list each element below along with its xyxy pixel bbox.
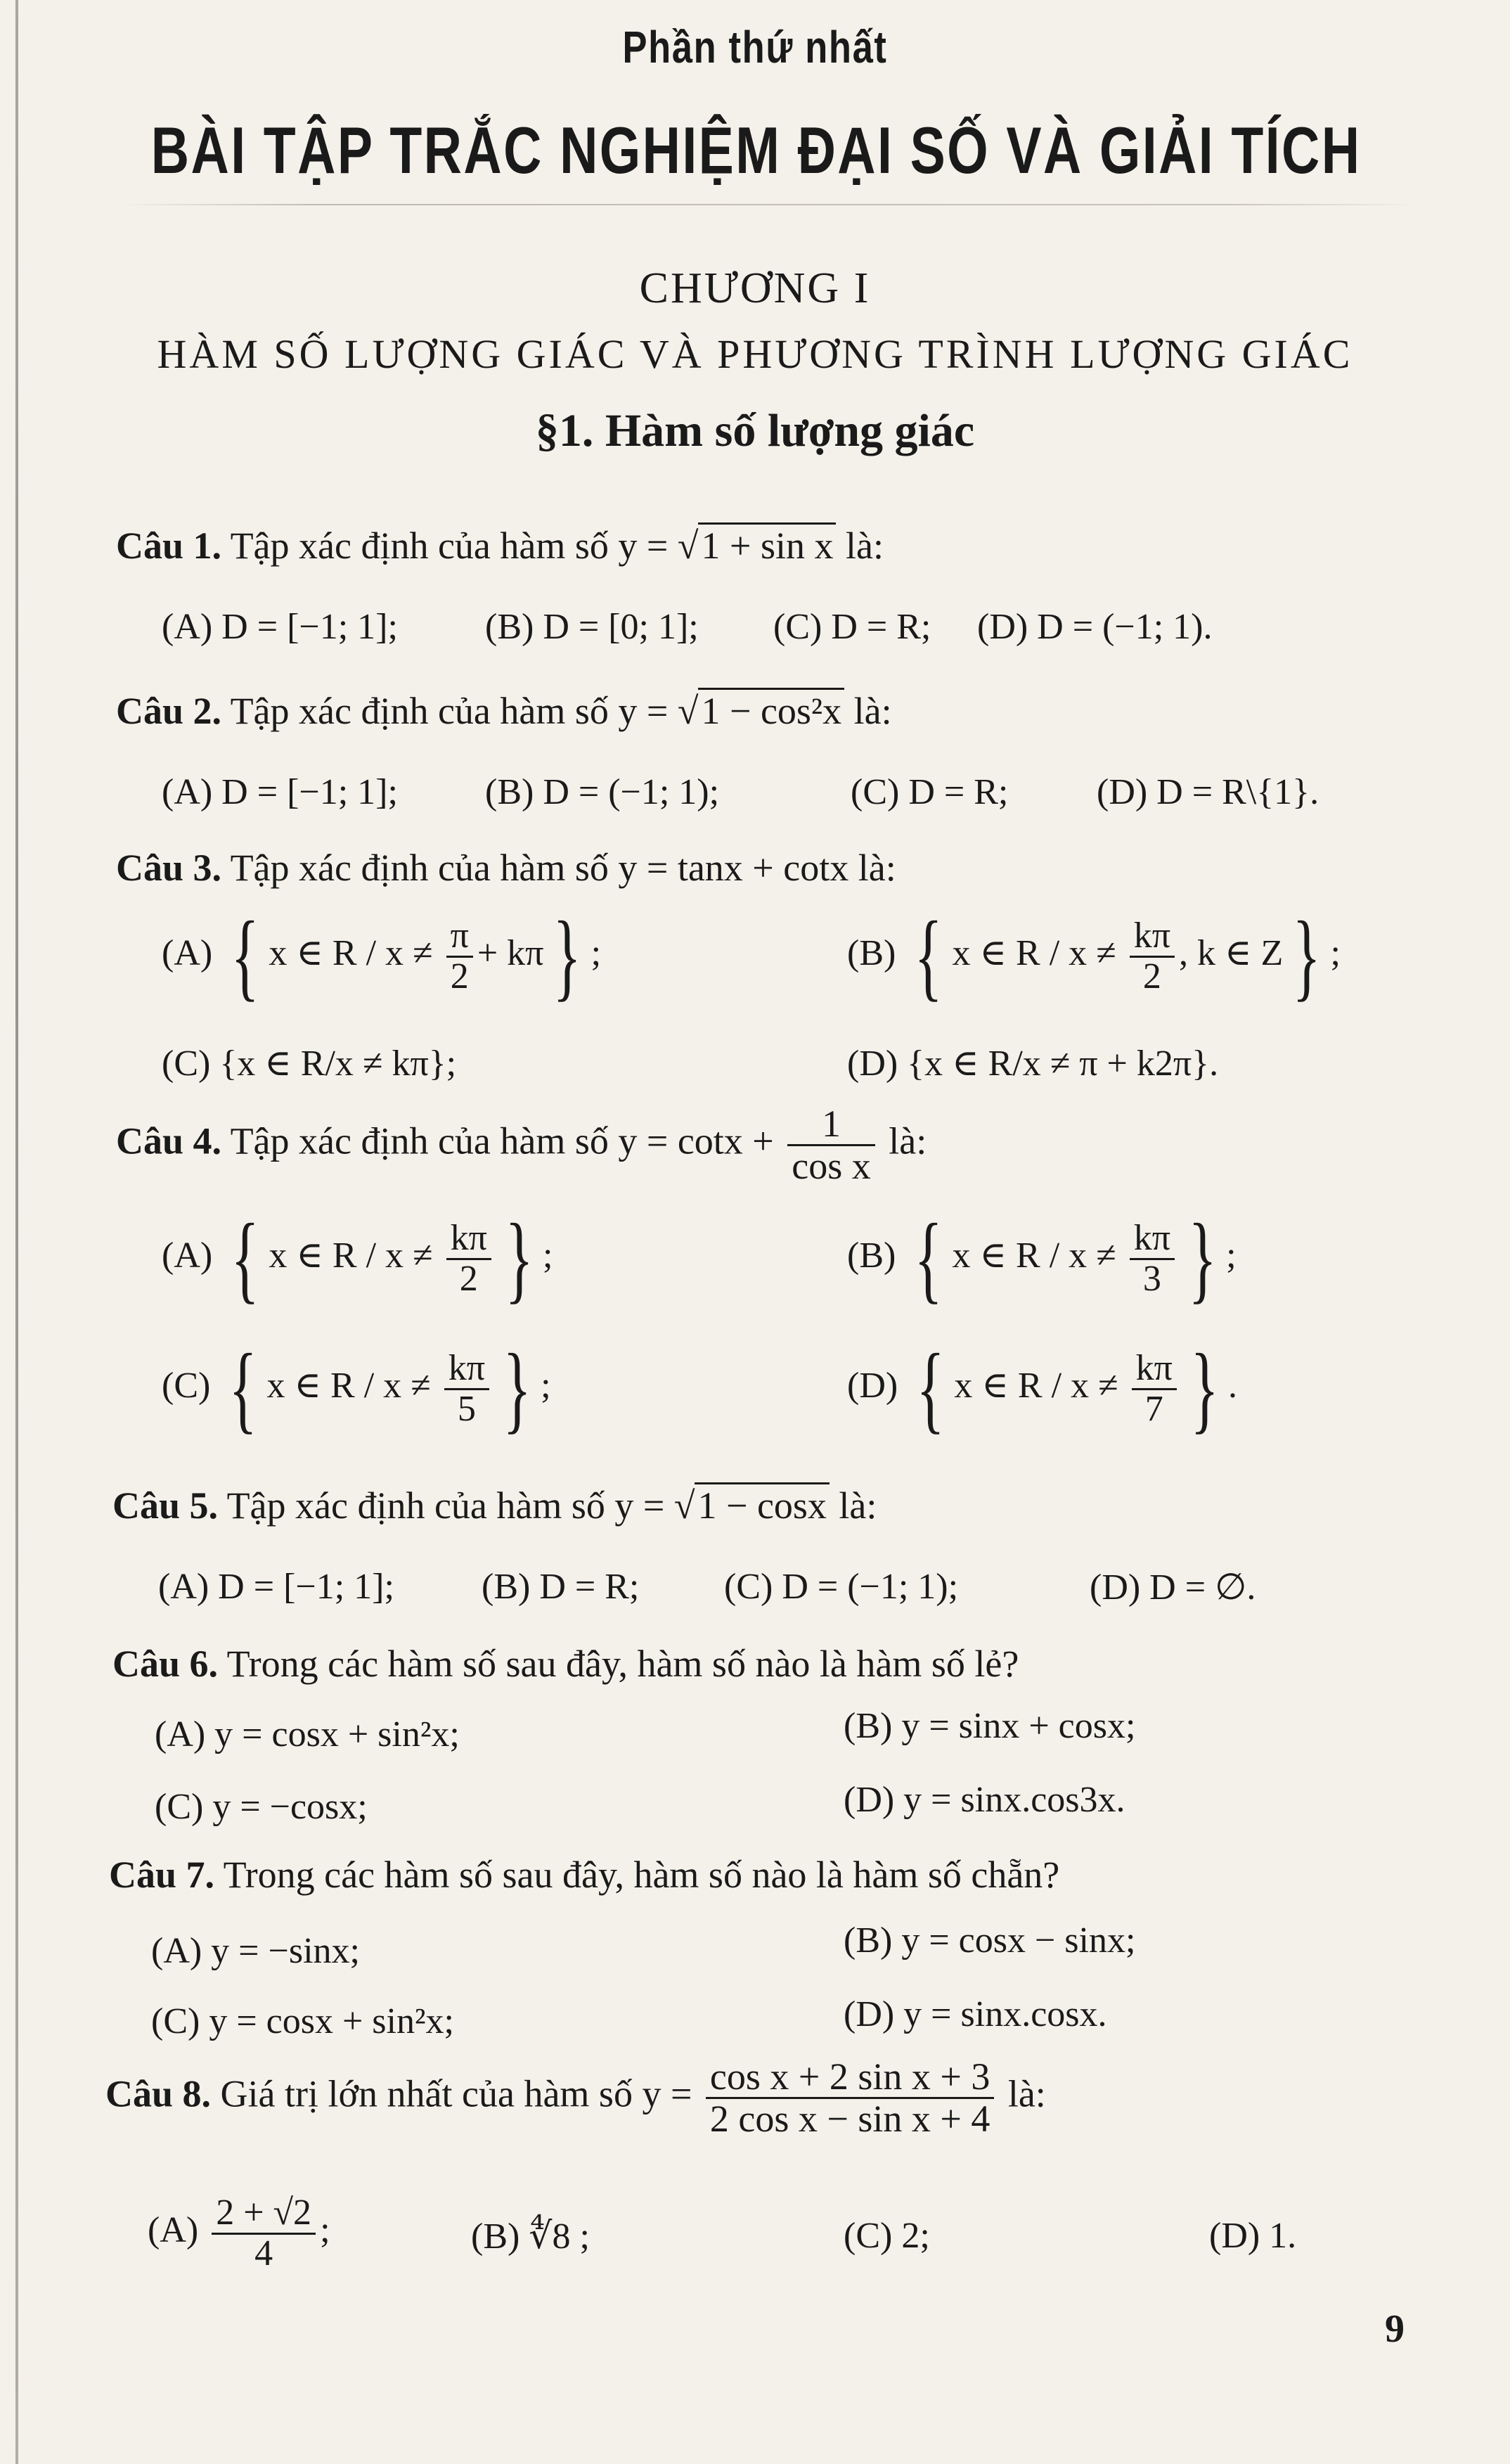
chapter-heading: CHƯƠNG I: [639, 264, 871, 312]
question-2-option-a: (A) D = [−1; 1];: [162, 772, 398, 812]
question-3-option-d: (D) {x ∈ R/x ≠ π + k2π}.: [847, 1044, 1219, 1084]
question-3-stem: Câu 3. Tập xác định của hàm số y = tanx + cotx là:: [116, 847, 896, 889]
sqrt-expression: √1 + sin x: [678, 524, 837, 567]
question-8-option-d: (D) 1.: [1209, 2216, 1297, 2256]
question-1-stem: Câu 1. Tập xác định của hàm số y = √1 + sin x là:: [116, 524, 884, 567]
page-number: 9: [1385, 2307, 1405, 2351]
question-2-option-b: (B) D = (−1; 1);: [485, 772, 720, 812]
part-heading: Phần thứ nhất: [622, 22, 888, 72]
question-6-stem: Câu 6. Trong các hàm số sau đây, hàm số nào là hàm số lẻ?: [112, 1643, 1019, 1685]
question-4-option-a: (A) { x ∈ R / x ≠ $\frac{k\pi}{2}$ } ;: [162, 1204, 553, 1313]
question-5-stem: Câu 5. Tập xác định của hàm số y = √1 − cosx là:: [112, 1484, 877, 1527]
question-6-option-a: (A) y = cosx + sin²x;: [155, 1714, 460, 1754]
question-7-stem: Câu 7. Trong các hàm số sau đây, hàm số nào là hàm số chẵn?: [109, 1854, 1060, 1896]
question-2-option-c: (C) D = R;: [851, 772, 1009, 812]
question-1-option-c: (C) D = R;: [773, 607, 931, 647]
question-3-option-b: (B) { x ∈ R / x ≠ $\frac{k\pi}{2}$ , k ∈ Z} ;: [847, 901, 1341, 1010]
question-3-option-a: (A) { x ∈ R / x ≠ $\frac{\pi}{2}$ + kπ} ;: [162, 901, 602, 1010]
question-5-option-c: (C) D = (−1; 1);: [724, 1567, 959, 1607]
question-6-option-d: (D) y = sinx.cos3x.: [844, 1780, 1125, 1820]
question-2-stem: Câu 2. Tập xác định của hàm số y = √1 − cos²x là:: [116, 689, 892, 733]
question-2-option-d: (D) D = R\{1}.: [1097, 772, 1319, 812]
question-5-option-d: (D) D = ∅.: [1090, 1567, 1256, 1608]
question-7-option-a: (A) y = −sinx;: [151, 1931, 360, 1971]
question-8-option-a: (A) $\frac{2 + √2}{4}$ ;: [148, 2193, 330, 2273]
sqrt-expression: √1 − cosx: [674, 1484, 830, 1527]
question-7-option-c: (C) y = cosx + sin²x;: [151, 2001, 455, 2041]
question-8-option-b: (B) ∜8 ;: [471, 2216, 590, 2257]
book-title: BÀI TẬP TRẮC NGHIỆM ĐẠI SỐ VÀ GIẢI TÍCH: [150, 113, 1362, 187]
question-3-option-c: (C) {x ∈ R/x ≠ kπ};: [162, 1044, 457, 1084]
question-5-option-a: (A) D = [−1; 1];: [158, 1567, 394, 1607]
question-8-option-c: (C) 2;: [844, 2216, 930, 2256]
question-5-option-b: (B) D = R;: [482, 1567, 640, 1607]
question-1-option-d: (D) D = (−1; 1).: [977, 607, 1213, 647]
question-7-option-b: (B) y = cosx − sinx;: [844, 1920, 1136, 1961]
title-divider: [120, 204, 1420, 205]
question-4-option-c: (C) { x ∈ R / x ≠ $\frac{k\pi}{5}$ } ;: [162, 1334, 551, 1443]
question-4-option-d: (D) { x ∈ R / x ≠ $\frac{k\pi}{7}$ } .: [847, 1334, 1238, 1443]
question-4-option-b: (B) { x ∈ R / x ≠ $\frac{k\pi}{3}$ } ;: [847, 1204, 1237, 1313]
question-4-stem: Câu 4. Tập xác định của hàm số y = cotx + $\frac{1}{\text{cos x}}$ là:: [116, 1103, 927, 1187]
question-1-option-b: (B) D = [0; 1];: [485, 607, 699, 647]
question-7-option-d: (D) y = sinx.cosx.: [844, 1994, 1107, 2034]
section-title: §1. Hàm số lượng giác: [535, 405, 975, 456]
question-6-option-c: (C) y = −cosx;: [155, 1787, 368, 1827]
sqrt-expression: √1 − cos²x: [678, 689, 844, 733]
question-8-stem: Câu 8. Giá trị lớn nhất của hàm số y = $\frac{\text{cos x + 2 sin x + 3}}{\text{2 cos x − sin x + 4}}$ là:: [105, 2055, 1046, 2140]
question-1-option-a: (A) D = [−1; 1];: [162, 607, 398, 647]
question-6-option-b: (B) y = sinx + cosx;: [844, 1706, 1136, 1746]
chapter-title: HÀM SỐ LƯỢNG GIÁC VÀ PHƯƠNG TRÌNH LƯỢNG GIÁC: [157, 331, 1353, 377]
